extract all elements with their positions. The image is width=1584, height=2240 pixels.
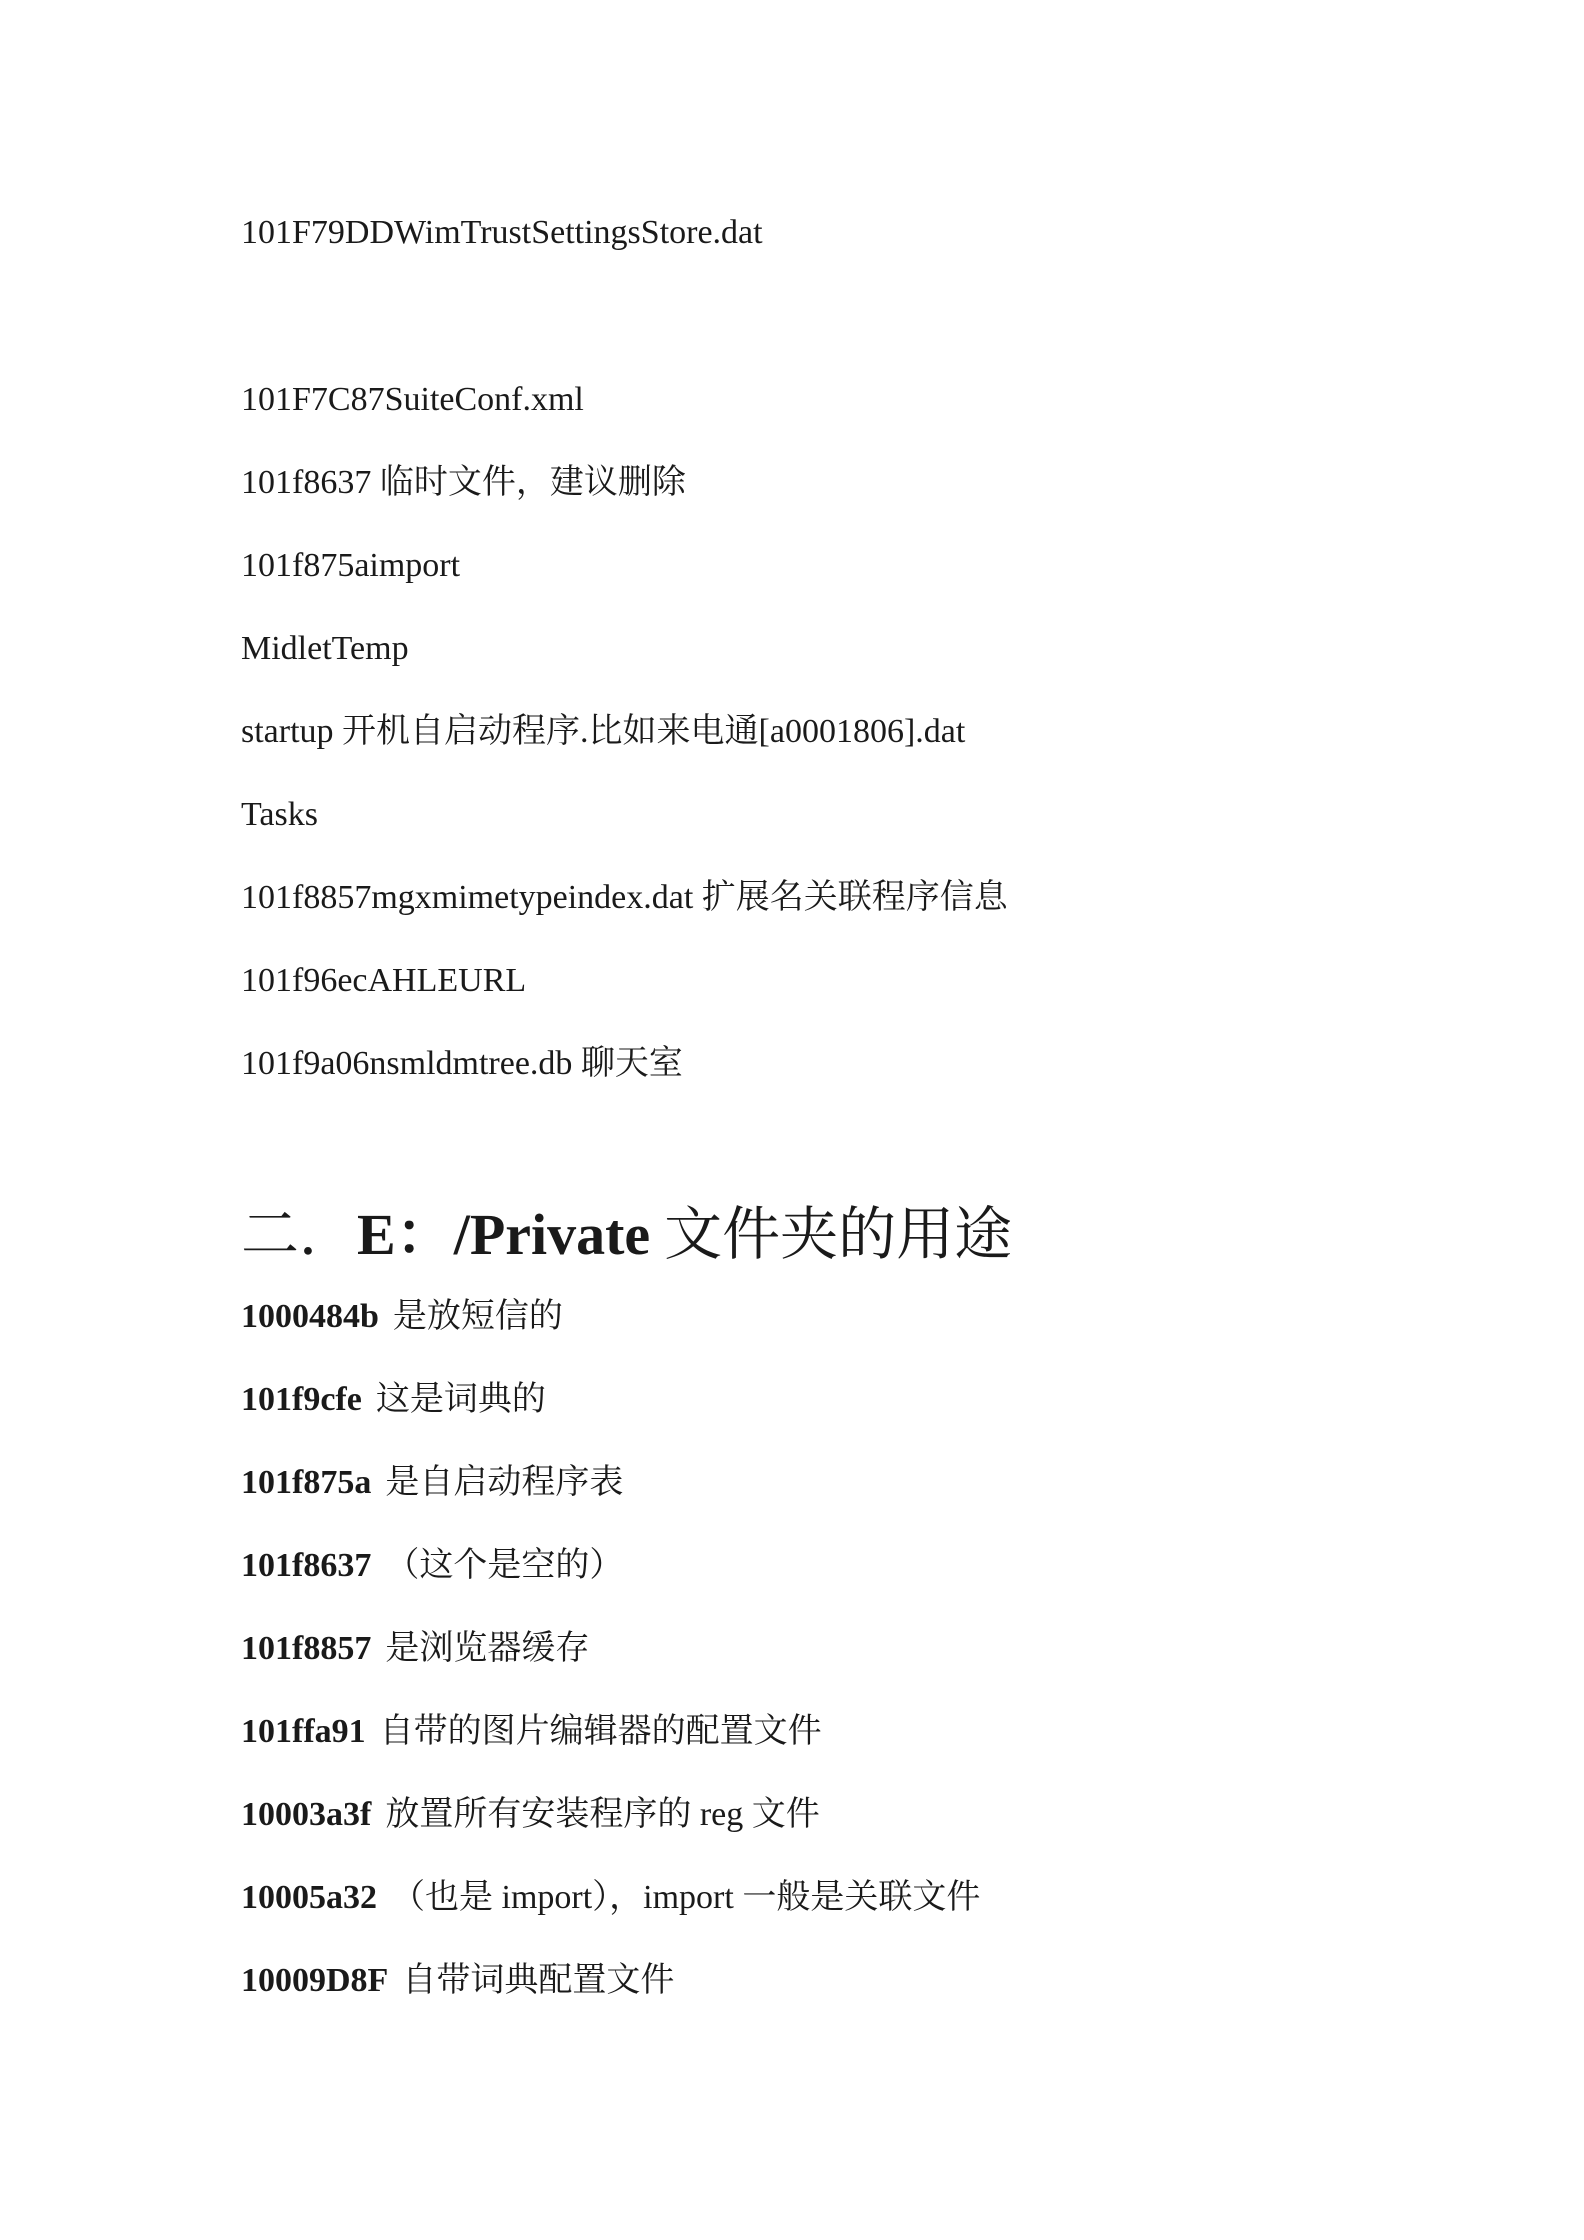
folder-desc: （也是 import），import 一般是关联文件 <box>391 1879 981 1916</box>
folder-code: 10005a32 <box>241 1879 377 1916</box>
folder-entry <box>241 1546 623 1586</box>
file-entry: Tasks <box>241 796 318 833</box>
folder-entry <box>241 1878 980 1918</box>
folder-code: 10003a3f <box>241 1796 372 1833</box>
folder-desc: 是放短信的 <box>392 1298 563 1335</box>
file-entry: 101f8637 临时文件，建议删除 <box>241 464 686 501</box>
folder-code: 10009D8F <box>241 1962 389 1999</box>
folder-code: 101f875a <box>241 1464 372 1501</box>
folder-code: 101f8857 <box>241 1630 372 1667</box>
folder-code: 101ffa91 <box>241 1713 366 1750</box>
heading-path: E：/Private <box>357 1202 651 1267</box>
file-entry: MidletTemp <box>241 630 409 667</box>
folder-entry <box>241 1712 822 1752</box>
folder-desc: 这是词典的 <box>375 1381 546 1418</box>
folder-desc: 放置所有安装程序的 reg 文件 <box>385 1796 820 1833</box>
folder-desc: 是自启动程序表 <box>385 1464 624 1501</box>
file-entry: 101f96ecAHLEURL <box>241 962 527 999</box>
section-heading <box>241 1200 1012 1270</box>
file-entry: 101f8857mgxmimetypeindex.dat 扩展名关联程序信息 <box>241 879 1008 916</box>
folder-desc: 是浏览器缓存 <box>385 1630 590 1667</box>
file-entry: 101F7C87SuiteConf.xml <box>241 381 584 418</box>
folder-desc: 自带词典配置文件 <box>402 1962 675 1999</box>
folder-code: 101f8637 <box>241 1547 372 1584</box>
folder-desc: （这个是空的） <box>385 1547 624 1584</box>
folder-desc: 自带的图片编辑器的配置文件 <box>379 1713 822 1750</box>
heading-suffix: 文件夹的用途 <box>664 1202 1013 1267</box>
heading-prefix: 二． <box>241 1202 358 1267</box>
file-entry: 101f875aimport <box>241 547 461 584</box>
file-entry: 101f9a06nsmldmtree.db 聊天室 <box>241 1045 683 1082</box>
folder-code: 101f9cfe <box>241 1381 362 1418</box>
file-entry: 101F79DDWimTrustSettingsStore.dat <box>241 214 763 251</box>
folder-entry <box>241 1380 546 1420</box>
folder-entry <box>241 1463 623 1503</box>
folder-code: 1000484b <box>241 1298 379 1335</box>
folder-entry <box>241 1961 674 2001</box>
folder-entry <box>241 1795 820 1835</box>
folder-entry <box>241 1629 589 1669</box>
folder-entry <box>241 1297 563 1337</box>
file-entry: startup 开机自启动程序.比如来电通[a0001806].dat <box>241 713 966 750</box>
